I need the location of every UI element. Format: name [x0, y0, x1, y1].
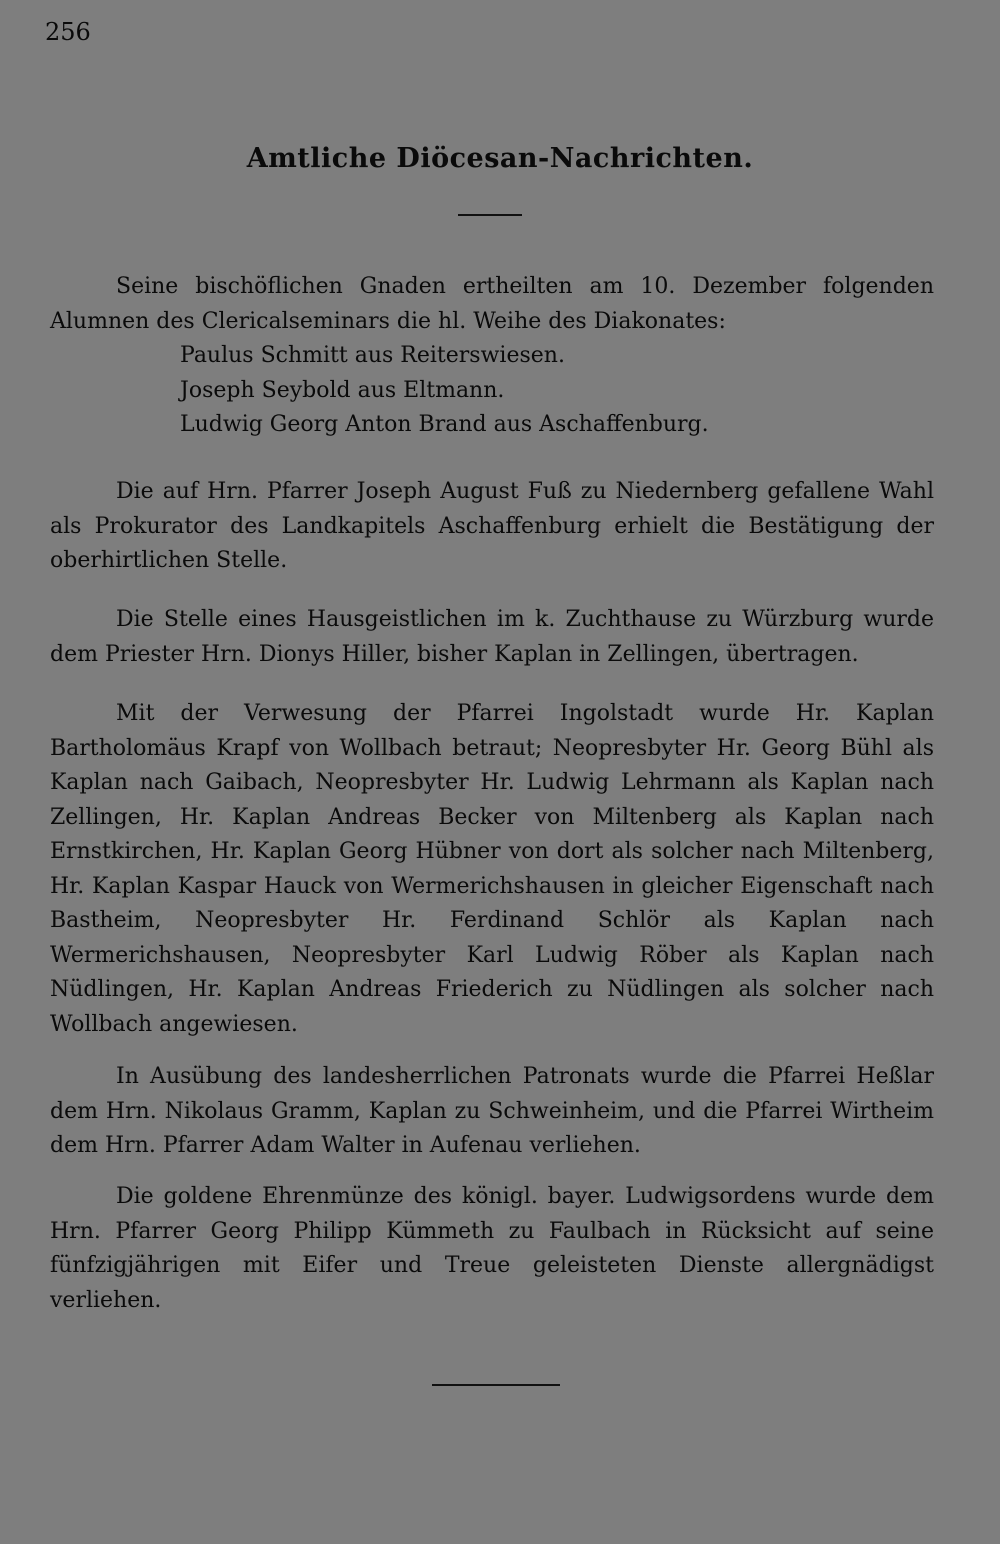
paragraph-ordination-text: Seine bischöflichen Gnaden ertheilten am 10. Dezember folgenden Alumnen des Clericalseminars die hl. Weihe des Diakonates:: [50, 274, 934, 334]
paragraph-hausgeistlicher-text: Die Stelle eines Hausgeistlichen im k. Zuchthause zu Würzburg wurde dem Priester Hrn. Dionys Hiller, bisher Kaplan in Zellingen, übertragen.: [50, 607, 934, 667]
list-item: Joseph Seybold aus Eltmann.: [180, 377, 505, 403]
list-item: Ludwig Georg Anton Brand aus Aschaffenburg.: [180, 412, 709, 437]
heading-divider: [458, 214, 522, 216]
page-number: 256: [45, 18, 91, 46]
paragraph-patronat: [50, 1060, 934, 1164]
paragraph-patronat-text: In Ausübung des landesherrlichen Patronats wurde die Pfarrei Heßlar dem Hrn. Nikolaus Gramm, Kaplan zu Schweinheim, und die Pfarrei Wirtheim dem Hrn. Pfarrer Adam Walter in Aufenau verliehen.: [50, 1064, 934, 1158]
paragraph-hausgeistlicher: [50, 603, 934, 672]
paragraph-ordination: [50, 270, 934, 443]
paragraph-kaplan-assignments-text: Mit der Verwesung der Pfarrei Ingolstadt wurde Hr. Kaplan Bartholomäus Krapf von Wollbach betraut; Neopresbyter Hr. Georg Bühl als Kaplan nach Gaibach, Neopresbyter Hr. Ludwig Lehrmann als Kaplan nach Zellingen, Hr. Kaplan Andreas Becker von Miltenberg als Kaplan nach Ernstkirchen, Hr. Kaplan Georg Hübner von dort als solcher nach Miltenberg, Hr. Kaplan Kaspar Hauck von Wermerichshausen in gleicher Eigenschaft nach Bastheim, Neopresbyter Hr. Ferdinand Schlör als Kaplan nach Wermerichshausen, Neopresbyter Karl Ludwig Röber als Kaplan nach Nüdlingen, Hr. Kaplan Andreas Friederich zu Nüdlingen als solcher nach Wollbach angewiesen.: [50, 701, 934, 1037]
paragraph-prokurator: [50, 475, 934, 579]
end-divider: [432, 1384, 560, 1386]
section-heading: Amtliche Diöcesan-Nachrichten.: [246, 143, 754, 174]
paragraph-prokurator-text: Die auf Hrn. Pfarrer Joseph August Fuß zu Niedernberg gefallene Wahl als Prokurator des Landkapitels Aschaffenburg erhielt die Bestätigung der oberhirtlichen Stelle.: [50, 479, 934, 573]
ordination-list: [50, 339, 934, 443]
list-item: Paulus Schmitt aus Reiterswiesen.: [180, 343, 565, 368]
paragraph-ehrenmuenze-text: Die goldene Ehrenmünze des königl. bayer. Ludwigsordens wurde dem Hrn. Pfarrer Georg Philipp Kümmeth zu Faulbach in Rücksicht auf seine fünfzigjährigen mit Eifer und Treue geleisteten Dienste allergnädigst verliehen.: [50, 1184, 934, 1313]
paragraph-kaplan-assignments: [50, 697, 934, 1042]
paragraph-ehrenmuenze: [50, 1180, 934, 1318]
